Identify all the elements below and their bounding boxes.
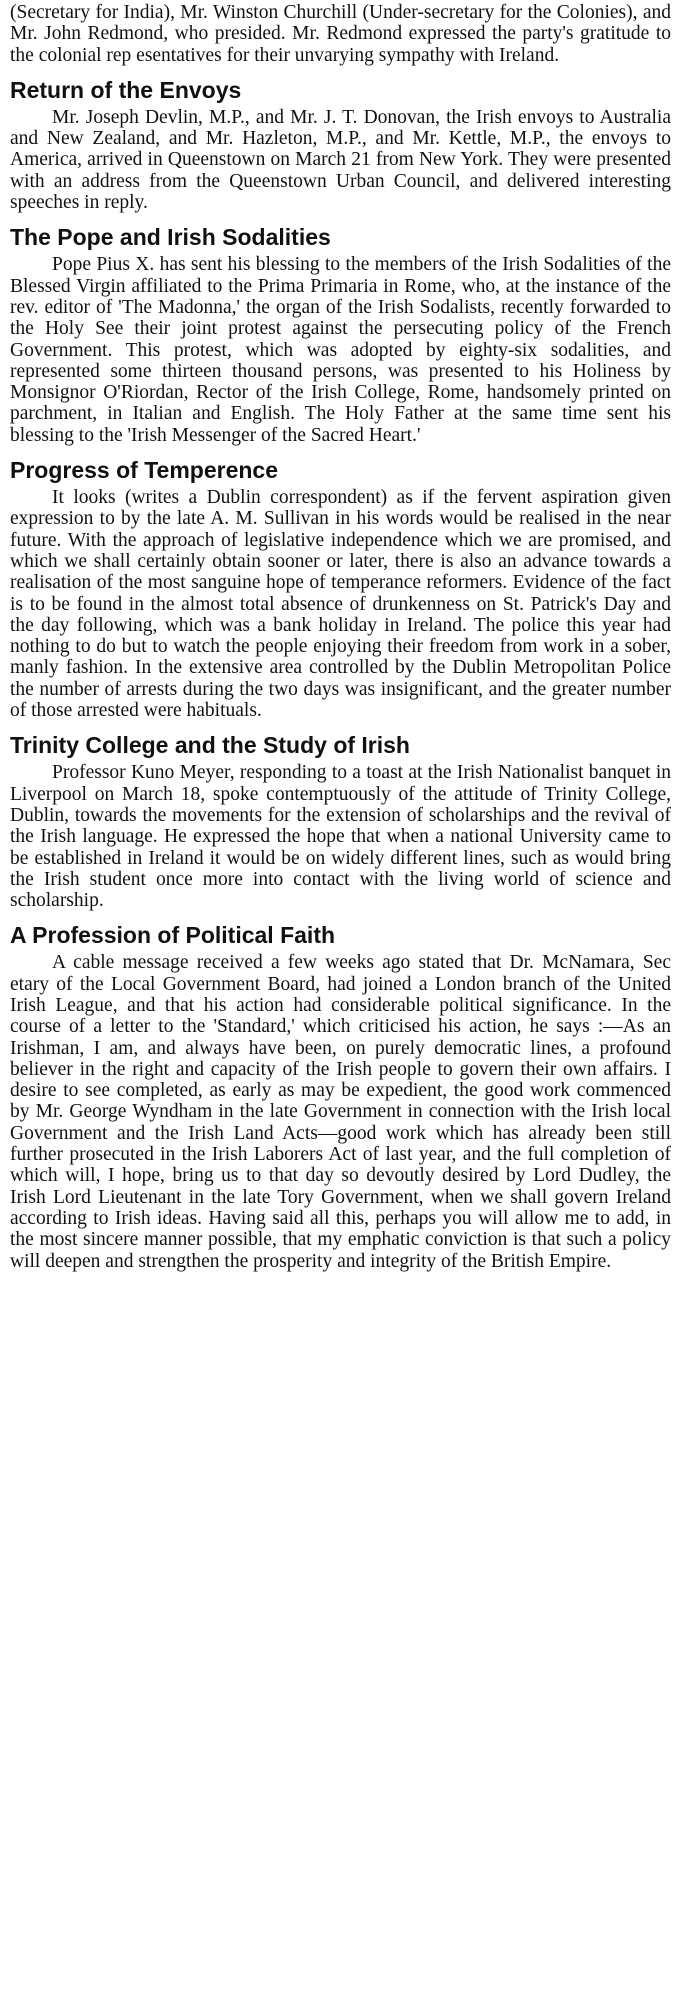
section-heading: A Profession of Political Faith — [10, 922, 336, 949]
section-heading: The Pope and Irish Sodalities — [10, 224, 331, 251]
section-return-of-envoys — [10, 77, 671, 213]
section-body: Professor Kuno Meyer, responding to a toast at the Irish Nationalist banquet in Liverpool on March 18, spoke contemptuously of the attitude of Trinity College, Dublin, towards the movements for the extension of scholarships and the revival of the Irish language. He expressed the hope that when a national University came to be established in Ireland it would be on widely different lines, such as would bring the Irish student once more into contact with the living world of science and scholarship. — [10, 762, 671, 912]
section-pope-and-sodalities — [10, 224, 671, 446]
section-trinity-college — [10, 732, 671, 911]
intro-paragraph: (Secretary for India), Mr. Winston Churchill (Under-secretary for the Colonies), and Mr. John Redmond, who presided. Mr. Redmond expressed the party's gratitude to the colonial rep esentatives for their unvarying sympathy with Ireland. — [10, 2, 671, 66]
section-body: It looks (writes a Dublin correspondent) as if the fervent aspiration given expression to by the late A. M. Sullivan in his words would be realised in the near future. With the approach of legislative independence which we are promised, and which we shall certainly obtain sooner or later, there is also an advance towards a realisation of the most sanguine hope of temperance reformers. Evidence of the fact is to be found in the almost total absence of drunkenness on St. Patrick's Day and the day following, which was a bank holiday in Ireland. The police this year had nothing to do but to watch the people enjoying their freedom from work in a sober, manly fashion. In the extensive area controlled by the Dublin Metropolitan Police the number of arrests during the two days was insignificant, and the greater number of those arrested were habituals. — [10, 487, 671, 722]
section-body: Mr. Joseph Devlin, M.P., and Mr. J. T. Donovan, the Irish envoys to Australia and New Zealand, and Mr. Hazleton, M.P., and Mr. Kettle, M.P., the envoys to America, arrived in Queenstown on March 21 from New York. They were presented with an address from the Queenstown Urban Council, and delivered interesting speeches in reply. — [10, 106, 671, 214]
section-progress-of-temperence — [10, 457, 671, 721]
section-heading: Progress of Temperence — [10, 457, 279, 484]
section-political-faith — [10, 922, 671, 1271]
section-heading: Return of the Envoys — [10, 76, 242, 103]
section-body: A cable message received a few weeks ago stated that Dr. McNamara, Sec etary of the Local Government Board, had joined a London branch of the United Irish League, and that his action had considerable political significance. In the course of a letter to the 'Standard,' which criticised his action, he says :—As an Irishman, I am, and always have been, on purely democratic lines, a profound believer in the right and capacity of the Irish people to govern their own affairs. I desire to see completed, as early as may be expedient, the good work commenced by Mr. George Wyndham in the late Government in connection with the Irish local Government and the Irish Land Acts—good work which has already been still further prosecuted in the Irish Laborers Act of last year, and the full completion of which will, I hope, bring us to that day so devoutly desired by Lord Dudley, the Irish Lord Lieutenant in the late Tory Government, when we shall govern Ireland according to Irish ideas. Having said all this, perhaps you will allow me to add, in the most sincere manner possible, that my emphatic conviction is that such a policy will deepen and strengthen the prosperity and integrity of the British Empire. — [10, 952, 671, 1272]
section-heading: Trinity College and the Study of Irish — [10, 732, 410, 759]
section-body: Pope Pius X. has sent his blessing to the members of the Irish Sodalities of the Blessed Virgin affiliated to the Prima Primaria in Rome, who, at the instance of the rev. editor of 'The Madonna,' the organ of the Irish Sodalists, recently forwarded to the Holy See their joint protest against the persecuting policy of the French Government. This protest, which was adopted by eighty-six sodalities, and represented some thirteen thousand persons, was presented to his Holiness by Monsignor O'Riordan, Rector of the Irish College, Rome, handsomely printed on parchment, in Italian and English. The Holy Father at the same time sent his blessing to the 'Irish Messenger of the Sacred Heart.' — [10, 254, 671, 446]
